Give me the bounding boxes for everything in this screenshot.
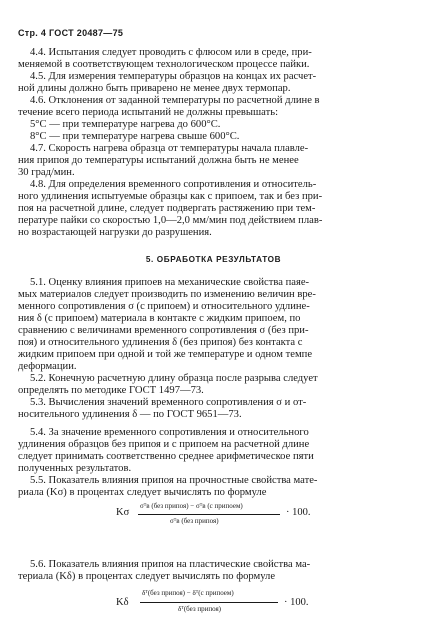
text-line: ного удлинения испытуемые образцы как с припоем, так и без при- — [18, 191, 323, 202]
section-title: 5. ОБРАБОТКА РЕЗУЛЬТАТОВ — [145, 255, 282, 264]
text-line: определять по методике ГОСТ 1497—73. — [18, 385, 204, 396]
formula2-rhs: · 100. — [284, 597, 309, 608]
formula2-denominator: δᵀ(без припоя) — [178, 605, 221, 613]
formula1-fraction-bar — [138, 514, 280, 515]
text-line: 5.5. Показатель влияния припоя на прочностные свойства мате- — [30, 475, 318, 486]
text-line: течение всего периода испытаний не должны превышать: — [18, 107, 279, 118]
formula1-denominator: σᵀв (без припоя) — [170, 517, 219, 525]
text-line: 5.1. Оценку влияния припоев на механические свойства паяе- — [30, 277, 310, 288]
text-line: полученных результатов. — [18, 463, 132, 474]
page-header: Стр. 4 ГОСТ 20487—75 — [18, 28, 124, 38]
text-line: следует принимать соответственно среднее арифметическое пяти — [18, 451, 314, 462]
text-line: 5.6. Показатель влияния припоя на пластические свойства ма- — [30, 559, 311, 570]
text-line: поя) и относительного удлинения δ (без припоя) без контакта с — [18, 337, 303, 348]
text-line: риала (Kσ) в процентах следует вычислять по формуле — [18, 487, 267, 498]
text-line: 5.2. Конечную расчетную длину образца после разрыва следует — [30, 373, 318, 384]
text-line: сравнению с величинами временного сопротивления σ (без при- — [18, 325, 309, 336]
formula1-numerator: σᵀв (без припоя) − σᵀв (с припоем) — [140, 502, 243, 510]
text-line: 4.5. Для измерения температуры образцов на концах их расчет- — [30, 71, 317, 82]
formula1-rhs: · 100. — [286, 507, 311, 518]
text-line: ной длины должно быть приварено не менее двух термопар. — [18, 83, 291, 94]
text-line: 5.4. За значение временного сопротивления и относительного — [30, 427, 309, 438]
text-line: ния δ (с припоем) материала в контакте с жидким припоем, по — [18, 313, 301, 324]
text-line: 4.4. Испытания следует проводить с флюсом или в среде, при- — [30, 47, 312, 58]
text-line: 5°С — при температуре нагрева до 600°С. — [30, 119, 221, 130]
formula1-lhs: Kσ — [116, 507, 130, 518]
text-line: ния припоя до температуры испытаний должна быть не менее — [18, 155, 299, 166]
text-line: 4.7. Скорость нагрева образца от температуры начала плавле- — [30, 143, 309, 154]
text-line: меняемой в соответствующем технологическом процессе пайки. — [18, 59, 310, 70]
text-line: но возрастающей нагрузки до разрушения. — [18, 227, 212, 238]
text-line: 5.3. Вычисления значений временного сопротивления σ и от- — [30, 397, 307, 408]
text-line: поя на расчетной длине, следует подвергать растяжению при тем- — [18, 203, 316, 214]
text-line: мых материалов следует производить по изменению величин вре- — [18, 289, 316, 300]
text-line: жидким припоем при одной и той же температуре и одном темпе — [18, 349, 313, 360]
text-line: удлинения образцов без припоя и с припоем на расчетной длине — [18, 439, 310, 450]
text-line: 4.8. Для определения временного сопротивления и относитель- — [30, 179, 317, 190]
text-line: деформации. — [18, 361, 77, 372]
text-line: 30 град/мин. — [18, 167, 75, 178]
text-line: носительного удлинения δ — по ГОСТ 9651—73. — [18, 409, 242, 420]
text-line: менного сопротивления σ (с припоем) и относительного удлине- — [18, 301, 310, 312]
text-line: териала (Kδ) в процентах следует вычислять по формуле — [18, 571, 276, 582]
text-line: пературе пайки со скоростью 1,0—2,0 мм/мин под действием плав- — [18, 215, 323, 226]
text-line: 8°С — при температуре нагрева свыше 600°С. — [30, 131, 240, 142]
formula2-fraction-bar — [140, 602, 278, 603]
formula2-lhs: Kδ — [116, 597, 129, 608]
text-line: 4.6. Отклонения от заданной температуры по расчетной длине в — [30, 95, 320, 106]
formula2-numerator: δᵀ(без припоя) − δᵀ(с припоем) — [142, 589, 234, 597]
